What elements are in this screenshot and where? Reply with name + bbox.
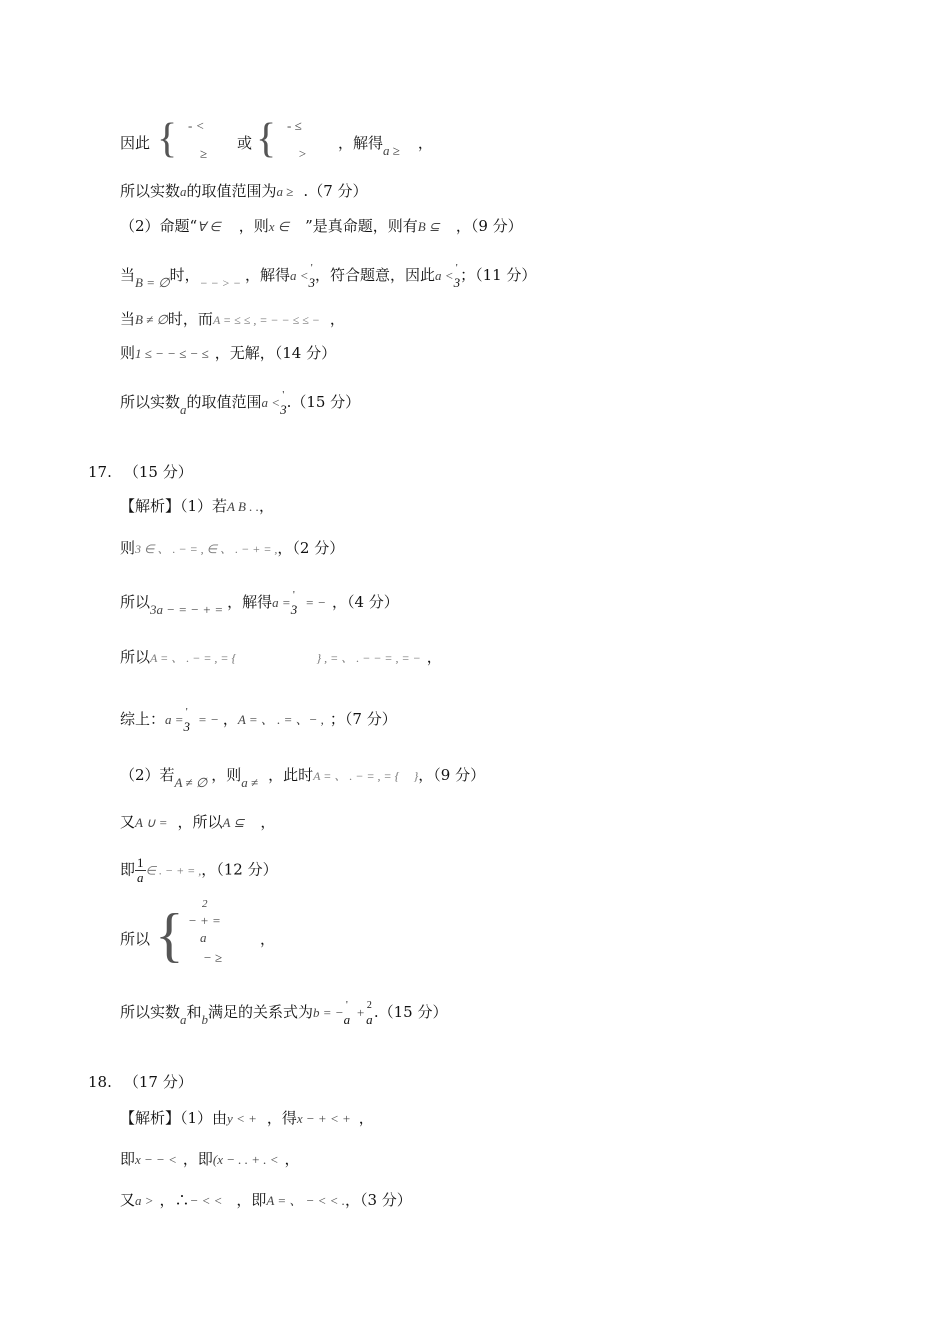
solution-line-10: 所以3a − = − + = ，解得a = ' 3 = − ，（4 分） bbox=[120, 590, 399, 617]
solution-line-3: （2）命题“∀ ∈ ，则x ∈ ”是真命题，则有B ⊆ ，（9 分） bbox=[120, 217, 523, 235]
solution-line-14: 又A ∪ = ，所以A ⊆ ， bbox=[120, 813, 276, 831]
comma: ， bbox=[260, 930, 276, 948]
system-row-5: − + = bbox=[188, 913, 221, 928]
solution-line-16: 所以 bbox=[120, 930, 151, 948]
system-row-5-sup: 2 bbox=[202, 898, 208, 910]
solution-line-11: 所以A = 、 . − = , = { } , = 、 . − − = , = − ， bbox=[120, 648, 442, 666]
solution-line-4: 当B = ∅时，$_{- - > -}$ ，解得a < ' 3 ，符合题意，因此a < ' 3 ；（11 分） bbox=[120, 263, 537, 290]
question-18-header: 18. （17 分） bbox=[88, 1073, 193, 1091]
solution-line-8: 【解析】（1）若A B . .， bbox=[120, 497, 274, 515]
system-row-4: > bbox=[298, 146, 307, 161]
solution-line-1: 因此 bbox=[120, 134, 151, 152]
or-text: 或 bbox=[237, 134, 253, 152]
question-17-header: 17. （15 分） bbox=[88, 463, 193, 481]
left-brace-icon: { bbox=[256, 116, 277, 162]
system-row-2: ≥ bbox=[200, 146, 208, 161]
solution-line-9: 则3 ∈ 、 . − = , ∈ 、 . − + = ,，（2 分） bbox=[120, 539, 345, 557]
system-row-1: - < bbox=[188, 118, 205, 133]
solution-line-18: 【解析】（1）由y < + ，得x − + < + ， bbox=[120, 1109, 374, 1127]
solution-line-12: 综上：a = ' 3 = − ，A = 、 . = 、− , ；（7 分） bbox=[120, 707, 397, 734]
solution-line-5: 当B ≠ ∅时，而A = ≤ ≤ , = − − ≤ ≤ − ， bbox=[120, 310, 345, 328]
solution-line-2: 所以实数a的取值范围为a ≥ .（7 分） bbox=[120, 182, 368, 200]
solution-line-13: （2）若A ≠ ∅ ，则a ≠ ，此时A = 、 . − = , = { }，（9 分） bbox=[120, 766, 486, 790]
solution-line-7: 所以实数a的取值范围a < ' 3 .（15 分） bbox=[120, 390, 361, 417]
system-row-3: - ≤ bbox=[287, 118, 302, 133]
left-brace-icon: { bbox=[157, 116, 178, 162]
solution-line-6: 则1 ≤ − − ≤ − ≤ ，无解，（14 分） bbox=[120, 344, 337, 362]
solve-text: ，解得a ≥ ， bbox=[338, 134, 433, 158]
fraction-1-over-a: $\frac{1}{a}$ bbox=[137, 855, 144, 885]
left-brace-icon: { bbox=[155, 902, 184, 968]
system-row-5-den: a bbox=[200, 930, 207, 945]
solution-line-17: 所以实数a和b满足的关系式为b = − ' a + 2 a .（15 分） bbox=[120, 1000, 448, 1027]
solution-line-20: 又a > ，∴− < < ，即A = 、 − < < .，（3 分） bbox=[120, 1191, 412, 1209]
solution-line-19: 即x − − < ，即(x − . . + . < ， bbox=[120, 1150, 300, 1168]
solution-line-15: 即 $\frac{1}{a}$ ∈ . − + = ,，（12 分） bbox=[120, 855, 278, 885]
system-row-6: − ≥ bbox=[203, 950, 223, 965]
